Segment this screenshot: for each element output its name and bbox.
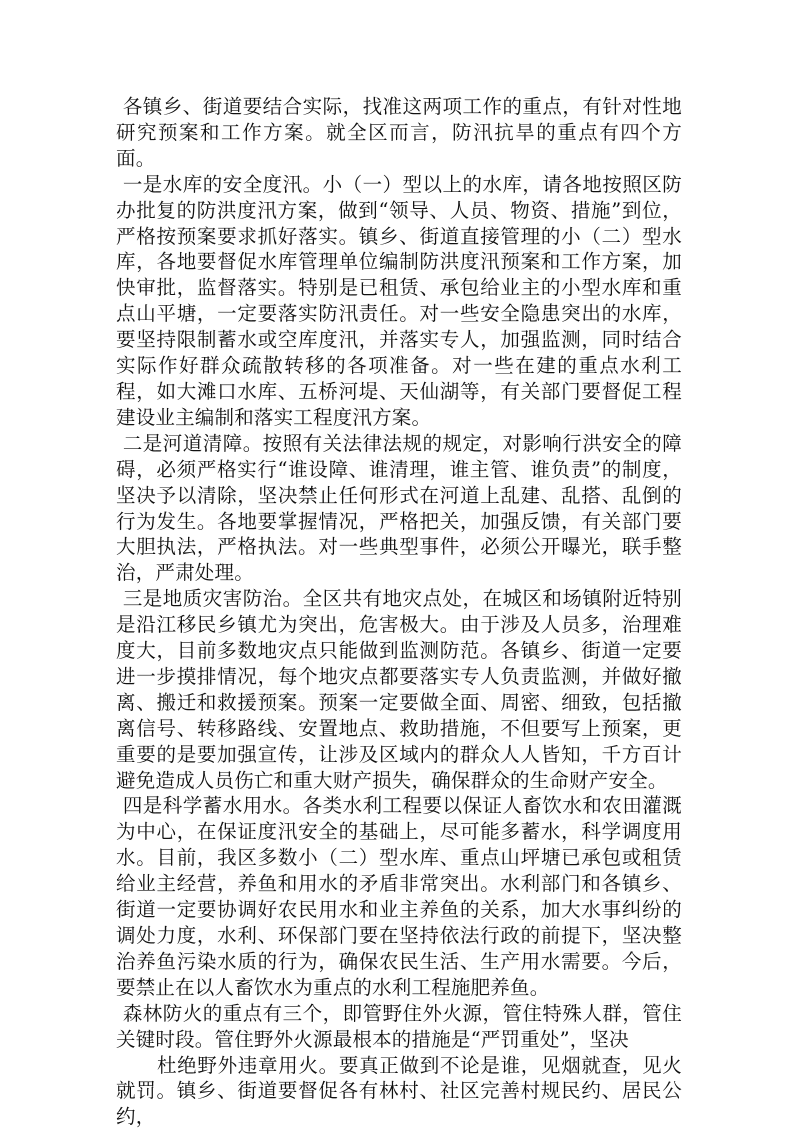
paragraph-geological-hazard: 三是地质灾害防治。全区共有地灾点处，在城区和场镇附近特别是沿江移民乡镇尤为突出，危害极大。由于涉及人员多，治理难度大，目前多数地灾点只能做到监测防范。各镇乡、街道一定要进一步摸排情况，每个地灾点都要落实专人负责监测，并做好撤离、搬迁和救援预案。预案一定要做全面、周密、细致，包括撤离信号、转移路线、安置地点、救助措施，不但要写上预案，更重要的是要加强宣传，让涉及区域内的群众人人皆知，千方百计避免造成人员伤亡和重大财产损失，确保群众的生命财产安全。: [116, 587, 682, 792]
document-page: [116, 94, 682, 1130]
paragraph-forest-fire: 森林防火的重点有三个，即管野住外火源，管住特殊人群，管住关键时段。管住野外火源最根本的措施是“严罚重处”，坚决: [116, 1001, 682, 1051]
paragraph-water-storage: 四是科学蓄水用水。各类水利工程要以保证人畜饮水和农田灌溉为中心，在保证度汛安全的基础上，尽可能多蓄水，科学调度用水。目前，我区多数小（二）型水库、重点山坪塘已承包或租赁给业主经营，养鱼和用水的矛盾非常突出。水利部门和各镇乡、街道一定要协调好农民用水和业主养鱼的关系，加大水事纠纷的调处力度，水利、环保部门要在坚持依法行政的前提下，坚决整治养鱼污染水质的行为，确保农民生活、生产用水需要。今后，要禁止在以人畜饮水为重点的水利工程施肥养鱼。: [116, 794, 682, 999]
paragraph-river-clearing: 二是河道清障。按照有关法律法规的规定，对影响行洪安全的障碍，必须严格实行“谁设障、谁清理，谁主管、谁负责”的制度，坚决予以清除，坚决禁止任何形式在河道上乱建、乱搭、乱倒的行为发生。各地要掌握情况，严格把关，加强反馈，有关部门要大胆执法，严格执法。对一些典型事件，必须公开曝光，联手整治，严肃处理。: [116, 431, 682, 585]
paragraph-forest-fire-continued: 杜绝野外违章用火。要真正做到不论是谁，见烟就查，见火就罚。镇乡、街道要督促各有林村、社区完善村规民约、居民公约，: [116, 1053, 682, 1129]
paragraph-intro: 各镇乡、街道要结合实际，找准这两项工作的重点，有针对性地研究预案和工作方案。就全区而言，防汛抗旱的重点有四个方面。: [116, 95, 682, 170]
paragraph-reservoir-safety: 一是水库的安全度汛。小（一）型以上的水库，请各地按照区防办批复的防洪度汛方案，做到“领导、人员、物资、措施”到位，严格按预案要求抓好落实。镇乡、街道直接管理的小（二）型水库，各地要督促水库管理单位编制防洪度汛预案和工作方案，加快审批，监督落实。特别是已租赁、承包给业主的小型水库和重点山平塘，一定要落实防汛责任。对一些安全隐患突出的水库，要坚持限制蓄水或空库度汛，并落实专人，加强监测，同时结合实际作好群众疏散转移的各项准备。对一些在建的重点水利工程，如大滩口水库、五桥河堤、天仙湖等，有关部门要督促工程建设业主编制和落实工程度汛方案。: [116, 172, 682, 429]
